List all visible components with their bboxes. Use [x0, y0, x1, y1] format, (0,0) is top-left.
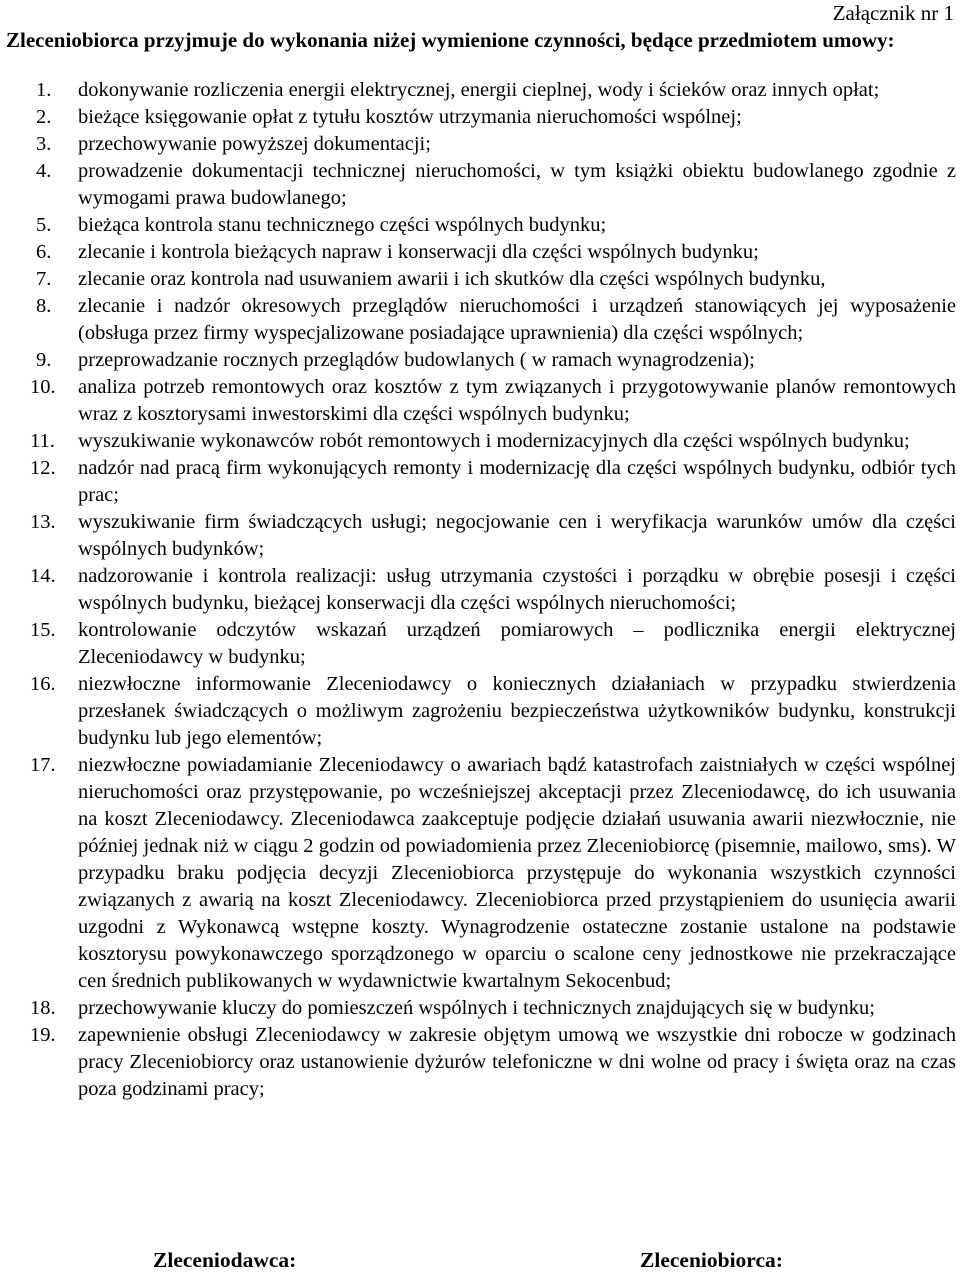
duty-number: 5. [36, 214, 52, 236]
duty-item [0, 104, 956, 131]
duty-text: nadzorowanie i kontrola realizacji: usług utrzymania czystości i porządku w obrębie posesji i części wspólnych budynku, bieżącej konserwacji dla części wspólnych nieruchomości; [78, 565, 956, 614]
duty-item [0, 212, 956, 239]
duty-text: wyszukiwanie wykonawców robót remontowych i modernizacyjnych dla części wspólnych budynku; [78, 430, 910, 452]
duty-item [0, 671, 956, 752]
duty-text: przechowywanie kluczy do pomieszczeń wspólnych i technicznych znajdujących się w budynku; [78, 997, 875, 1019]
duty-item [0, 374, 956, 428]
duty-number: 9. [36, 349, 52, 371]
duty-text: zlecanie i kontrola bieżących napraw i konserwacji dla części wspólnych budynku; [78, 241, 759, 263]
duty-number: 2. [36, 106, 52, 128]
duty-text: przechowywanie powyższej dokumentacji; [78, 133, 431, 155]
duty-number: 10. [30, 376, 56, 398]
duty-number: 8. [36, 295, 52, 317]
duty-item [0, 617, 956, 671]
signature-label-client: Zleceniodawca: [153, 1248, 297, 1272]
duty-number: 16. [30, 673, 56, 695]
duty-number: 14. [30, 565, 56, 587]
duty-number: 1. [36, 79, 52, 101]
duty-number: 6. [36, 241, 52, 263]
duty-number: 12. [30, 457, 56, 479]
signature-label-contractor: Zleceniobiorca: [640, 1248, 783, 1272]
duty-text: analiza potrzeb remontowych oraz kosztów z tym związanych i przygotowywanie planów remontowych wraz z kosztorysami inwestorskimi dla części wspólnych budynku; [78, 376, 956, 425]
duty-item [0, 995, 956, 1022]
duty-item [0, 1022, 956, 1103]
duty-item [0, 131, 956, 158]
duty-number: 11. [30, 430, 55, 452]
duty-text: dokonywanie rozliczenia energii elektrycznej, energii cieplnej, wody i ścieków oraz innych opłat; [78, 79, 880, 101]
signature-section [0, 1245, 960, 1275]
duty-number: 18. [30, 997, 56, 1019]
duty-item [0, 239, 956, 266]
duty-number: 15. [30, 619, 56, 641]
duty-text: wyszukiwanie firm świadczących usługi; negocjowanie cen i weryfikacja warunków umów dla części wspólnych budynków; [78, 511, 956, 560]
duty-item [0, 509, 956, 563]
duty-number: 3. [36, 133, 52, 155]
duty-text: niezwłoczne powiadamianie Zleceniodawcy o awariach bądź katastrofach zaistniałych w części wspólnej nieruchomości oraz przystępowanie, po wcześniejszej akceptacji przez Zleceniodawcę, do ich usuwania na koszt Zleceniodawcy. Zleceniodawca zaakceptuje podjęcie działań usuwania awarii niezwłocznie, nie później jednak niż w ciągu 2 godzin od powiadomienia przez Zleceniobiorcę (pisemnie, mailowo, sms). W przypadku braku podjęcia decyzji Zleceniobiorca przystępuje do wykonania wszystkich czynności związanych z awarią na koszt Zleceniodawcy. Zleceniobiorca przed przystąpieniem do usunięcia awarii uzgodni z Wykonawcą wstępne koszty. Wynagrodzenie ostateczne zostanie ustalone na podstawie kosztorysu powykonawczego sporządzonego w oparciu o scalone ceny jednostkowe nie przekraczające cen średnich publikowanych w wydawnictwie kwartalnym Sekocenbud; [78, 754, 956, 992]
intro-paragraph: Zleceniobiorca przyjmuje do wykonania niżej wymienione czynności, będące przedmiotem umowy: [6, 28, 895, 52]
duty-item [0, 347, 956, 374]
duty-text: zapewnienie obsługi Zleceniodawcy w zakresie objętym umową we wszystkie dni robocze w godzinach pracy Zleceniobiorcy oraz ustanowienie dyżurów telefoniczne w dni wolne od pracy i święta oraz na czas poza godzinami pracy; [78, 1024, 956, 1100]
duty-item [0, 158, 956, 212]
duty-number: 19. [30, 1024, 56, 1046]
duty-text: nadzór nad pracą firm wykonujących remonty i modernizację dla części wspólnych budynku, odbiór tych prac; [78, 457, 956, 506]
duty-number: 17. [30, 754, 56, 776]
duty-text: zlecanie i nadzór okresowych przeglądów nieruchomości i urządzeń stanowiących jej wyposażenie (obsługa przez firmy wyspecjalizowane posiadające uprawnienia) dla części wspólnych; [78, 295, 956, 344]
duty-text: przeprowadzanie rocznych przeglądów budowlanych ( w ramach wynagrodzenia); [78, 349, 755, 371]
duty-item [0, 266, 956, 293]
duty-number: 4. [36, 160, 52, 182]
duty-text: kontrolowanie odczytów wskazań urządzeń pomiarowych – podlicznika energii elektrycznej Zleceniodawcy w budynku; [78, 619, 956, 668]
duty-list [0, 77, 956, 1103]
duty-text: bieżąca kontrola stanu technicznego części wspólnych budynku; [78, 214, 607, 236]
duty-item [0, 455, 956, 509]
duty-item [0, 77, 956, 104]
duty-text: bieżące księgowanie opłat z tytułu kosztów utrzymania nieruchomości wspólnej; [78, 106, 742, 128]
duty-item [0, 752, 956, 995]
duty-text: zlecanie oraz kontrola nad usuwaniem awarii i ich skutków dla części wspólnych budynku, [78, 268, 826, 290]
duty-item [0, 428, 956, 455]
duty-number: 7. [36, 268, 52, 290]
duty-text: prowadzenie dokumentacji technicznej nieruchomości, w tym książki obiektu budowlanego zgodnie z wymogami prawa budowlanego; [78, 160, 956, 209]
duty-text: niezwłoczne informowanie Zleceniodawcy o koniecznych działaniach w przypadku stwierdzenia przesłanek świadczących o możliwym zagrożeniu bezpieczeństwa użytkowników budynku, konstrukcji budynku lub jego elementów; [78, 673, 956, 749]
attachment-label: Załącznik nr 1 [832, 1, 954, 25]
duty-item [0, 563, 956, 617]
duty-number: 13. [30, 511, 56, 533]
duty-item [0, 293, 956, 347]
